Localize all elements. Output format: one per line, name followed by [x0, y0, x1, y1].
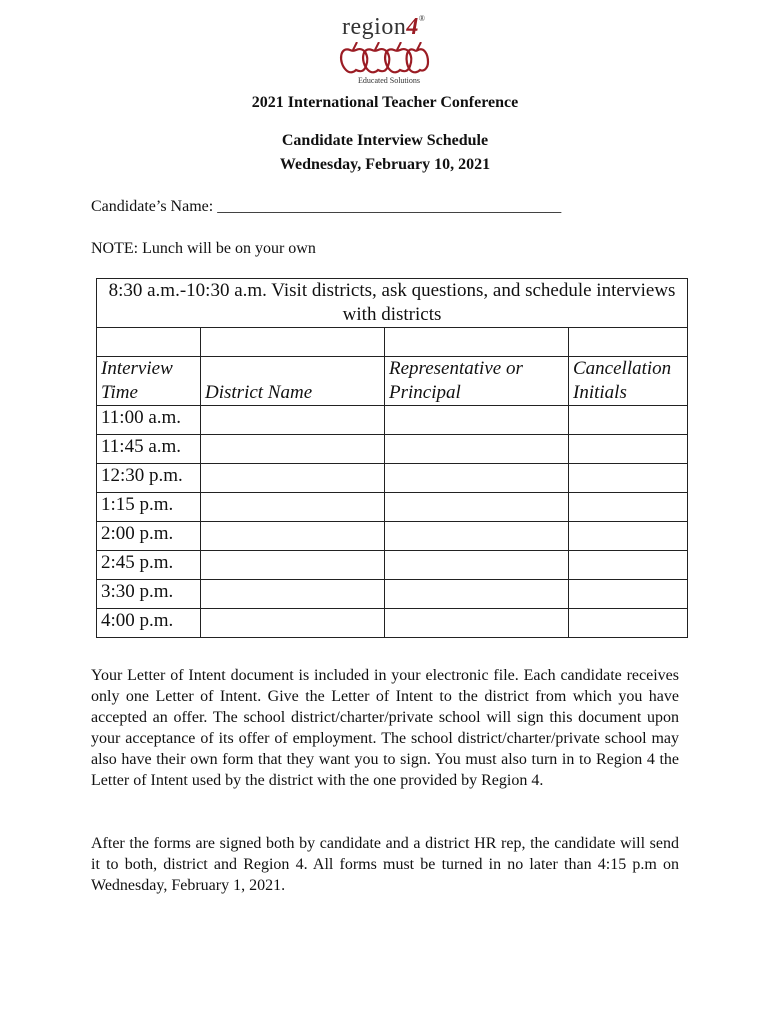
representative-cell[interactable]: [385, 522, 569, 551]
district-name-cell[interactable]: [201, 464, 385, 493]
table-row: [97, 464, 688, 493]
visit-banner-row: [97, 279, 688, 328]
logo-brand: region: [342, 14, 407, 40]
header-interview-time: Interview Time: [97, 357, 201, 406]
forms-deadline-paragraph: After the forms are signed both by candidate and a district HR rep, the candidate will send it to both, district and Region 4. All forms must be turned in no later than 4:15 p.m on Wednesday, February 1, 2021.: [91, 835, 679, 894]
slot-time: 2:00 p.m.: [97, 522, 201, 551]
header-row: [97, 357, 688, 406]
slot-time: 1:15 p.m.: [97, 493, 201, 522]
blank-row: [97, 328, 688, 357]
initials-cell[interactable]: [569, 609, 688, 638]
conference-title: 2021 International Teacher Conference: [251, 94, 519, 111]
district-name-cell[interactable]: [201, 609, 385, 638]
logo-number: 4: [406, 14, 419, 40]
representative-cell[interactable]: [385, 551, 569, 580]
initials-cell[interactable]: [569, 406, 688, 435]
slot-time: 2:45 p.m.: [97, 551, 201, 580]
blank-cell: [569, 328, 688, 357]
table-row: [97, 435, 688, 464]
header-representative: Representative or Principal: [385, 357, 569, 406]
schedule-title: Candidate Interview Schedule: [281, 132, 489, 149]
table-row: [97, 493, 688, 522]
header-cancellation: Cancellation Initials: [569, 357, 688, 406]
initials-cell[interactable]: [569, 464, 688, 493]
representative-cell[interactable]: [385, 406, 569, 435]
blank-cell: [201, 328, 385, 357]
table-row: [97, 609, 688, 638]
region4-logo: [330, 14, 440, 90]
representative-cell[interactable]: [385, 493, 569, 522]
district-name-cell[interactable]: [201, 406, 385, 435]
slot-time: 11:45 a.m.: [97, 435, 201, 464]
logo-wordmark: [342, 14, 425, 41]
interview-schedule-table: [96, 278, 688, 638]
initials-cell[interactable]: [569, 522, 688, 551]
blank-cell: [385, 328, 569, 357]
table-row: [97, 580, 688, 609]
district-name-cell[interactable]: [201, 580, 385, 609]
table-row: [97, 551, 688, 580]
slot-time: 11:00 a.m.: [97, 406, 201, 435]
header-district-name: District Name: [201, 357, 385, 406]
slot-time: 3:30 p.m.: [97, 580, 201, 609]
district-name-cell[interactable]: [201, 435, 385, 464]
lunch-note: NOTE: Lunch will be on your own: [91, 240, 316, 257]
representative-cell[interactable]: [385, 580, 569, 609]
slot-time: 4:00 p.m.: [97, 609, 201, 638]
slot-time: 12:30 p.m.: [97, 464, 201, 493]
representative-cell[interactable]: [385, 435, 569, 464]
initials-cell[interactable]: [569, 493, 688, 522]
visit-banner: 8:30 a.m.-10:30 a.m. Visit districts, ask questions, and schedule interviews with districts: [97, 279, 688, 328]
initials-cell[interactable]: [569, 551, 688, 580]
logo-tagline: Educated Solutions: [358, 76, 420, 85]
table-row: [97, 406, 688, 435]
candidate-name-field[interactable]: Candidate’s Name: ___________________________________________: [91, 198, 562, 215]
representative-cell[interactable]: [385, 609, 569, 638]
blank-cell: [97, 328, 201, 357]
district-name-cell[interactable]: [201, 493, 385, 522]
letter-of-intent-paragraph: Your Letter of Intent document is included in your electronic file. Each candidate receives only one Letter of Intent. Give the Letter of Intent to the district from which you have accepted an offer. The school district/charter/private school will sign this document upon your acceptance of its offer of employment. The school district/charter/private school may also have their own form that they want you to sign. You must also turn in to Region 4 the Letter of Intent used by the district with the one provided by Region 4.: [91, 667, 679, 789]
apples-icon: [338, 42, 430, 76]
initials-cell[interactable]: [569, 580, 688, 609]
representative-cell[interactable]: [385, 464, 569, 493]
initials-cell[interactable]: [569, 435, 688, 464]
district-name-cell[interactable]: [201, 522, 385, 551]
schedule-date: Wednesday, February 10, 2021: [279, 156, 491, 173]
logo-registered-mark: ®: [418, 14, 426, 23]
district-name-cell[interactable]: [201, 551, 385, 580]
table-row: [97, 522, 688, 551]
